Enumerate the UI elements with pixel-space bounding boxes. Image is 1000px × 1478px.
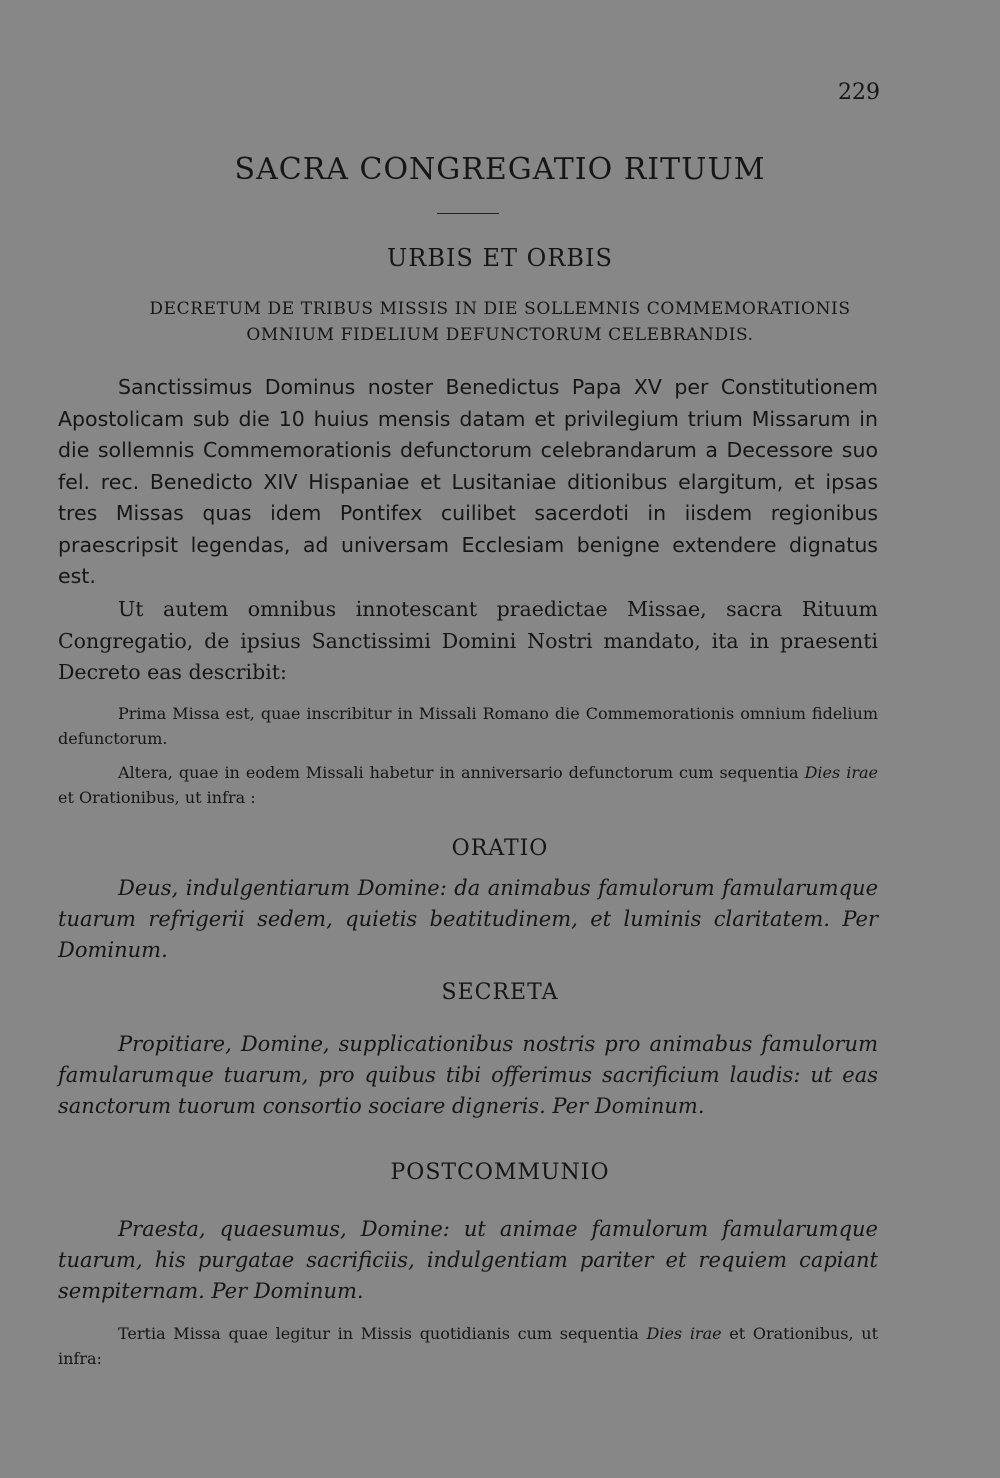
secreta-text: Propitiare, Domine, supplicationibus nostris pro animabus famulorum famularumque tuarum, pro quibus tibi offerimus sacrificium laudis: ut eas sanctorum tuorum consortio sociare digneris. Per Dominum. xyxy=(58,1032,878,1118)
oratio-text: Deus, indulgentiarum Domine: da animabus famulorum famularumque tuarum refrigerii sedem, quietis beatitudinem, et luminis claritatem. Per Dominum. xyxy=(58,876,878,962)
decree-title-line-1: DECRETUM DE TRIBUS MISSIS IN DIE SOLLEMNIS COMMEMORATIONIS xyxy=(149,299,851,319)
page-number: 229 xyxy=(838,80,880,105)
decree-title xyxy=(60,296,940,348)
title-divider xyxy=(437,213,499,214)
main-title: SACRA CONGREGATIO RITUUM xyxy=(234,152,766,187)
tertia-missa-note xyxy=(58,1321,878,1371)
tertia-text-before: Tertia Missa quae legitur in Missis quotidianis cum sequentia xyxy=(118,1324,639,1343)
secreta-heading: SECRETA xyxy=(441,980,559,1005)
altera-text-before: Altera, quae in eodem Missali habetur in anniversario defunctorum cum sequentia xyxy=(118,763,799,782)
subtitle: URBIS ET ORBIS xyxy=(387,244,613,272)
altera-text-after: et Orationibus, ut infra : xyxy=(58,788,256,807)
tertia-text-after: et Orationibus, ut infra: xyxy=(58,1324,879,1368)
tertia-sequence-name: Dies irae xyxy=(646,1324,722,1343)
prima-missa-note: Prima Missa est, quae inscribitur in Missali Romano die Commemorationis omnium fidelium defunctorum. xyxy=(58,704,878,748)
decree-title-line-2: OMNIUM FIDELIUM DEFUNCTORUM CELEBRANDIS. xyxy=(246,325,754,345)
altera-missa-note xyxy=(58,760,878,810)
paragraph-decree: Ut autem omnibus innotescant praedictae Missae, sacra Rituum Congregatio, de ipsius Sanctissimi Domini Nostri mandato, ita in praesenti Decreto eas describit: xyxy=(58,597,878,684)
oratio-heading: ORATIO xyxy=(451,836,549,861)
altera-sequence-name: Dies irae xyxy=(804,763,879,782)
postcommunio-text: Praesta, quaesumus, Domine: ut animae famulorum famularumque tuarum, his purgatae sacrificiis, indulgentiam pariter et requiem capiant sempiternam. Per Dominum. xyxy=(58,1217,878,1303)
paragraph-constitution: Sanctissimus Dominus noster Benedictus Papa XV per Constitutionem Apostolicam sub die 10 huius mensis datam et privilegium trium Missarum in die sollemnis Commemorationis defunctorum celebrandarum a Decessore suo fel. rec. Benedicto XIV Hispaniae et Lusitaniae ditionibus elargitum, et ipsas tres Missas quas idem Pontifex cuilibet sacerdoti in iisdem regionibus praescripsit legendas, ad universam Ecclesiam benigne extendere dignatus est. xyxy=(58,375,878,588)
postcommunio-heading: POSTCOMMUNIO xyxy=(390,1160,610,1185)
